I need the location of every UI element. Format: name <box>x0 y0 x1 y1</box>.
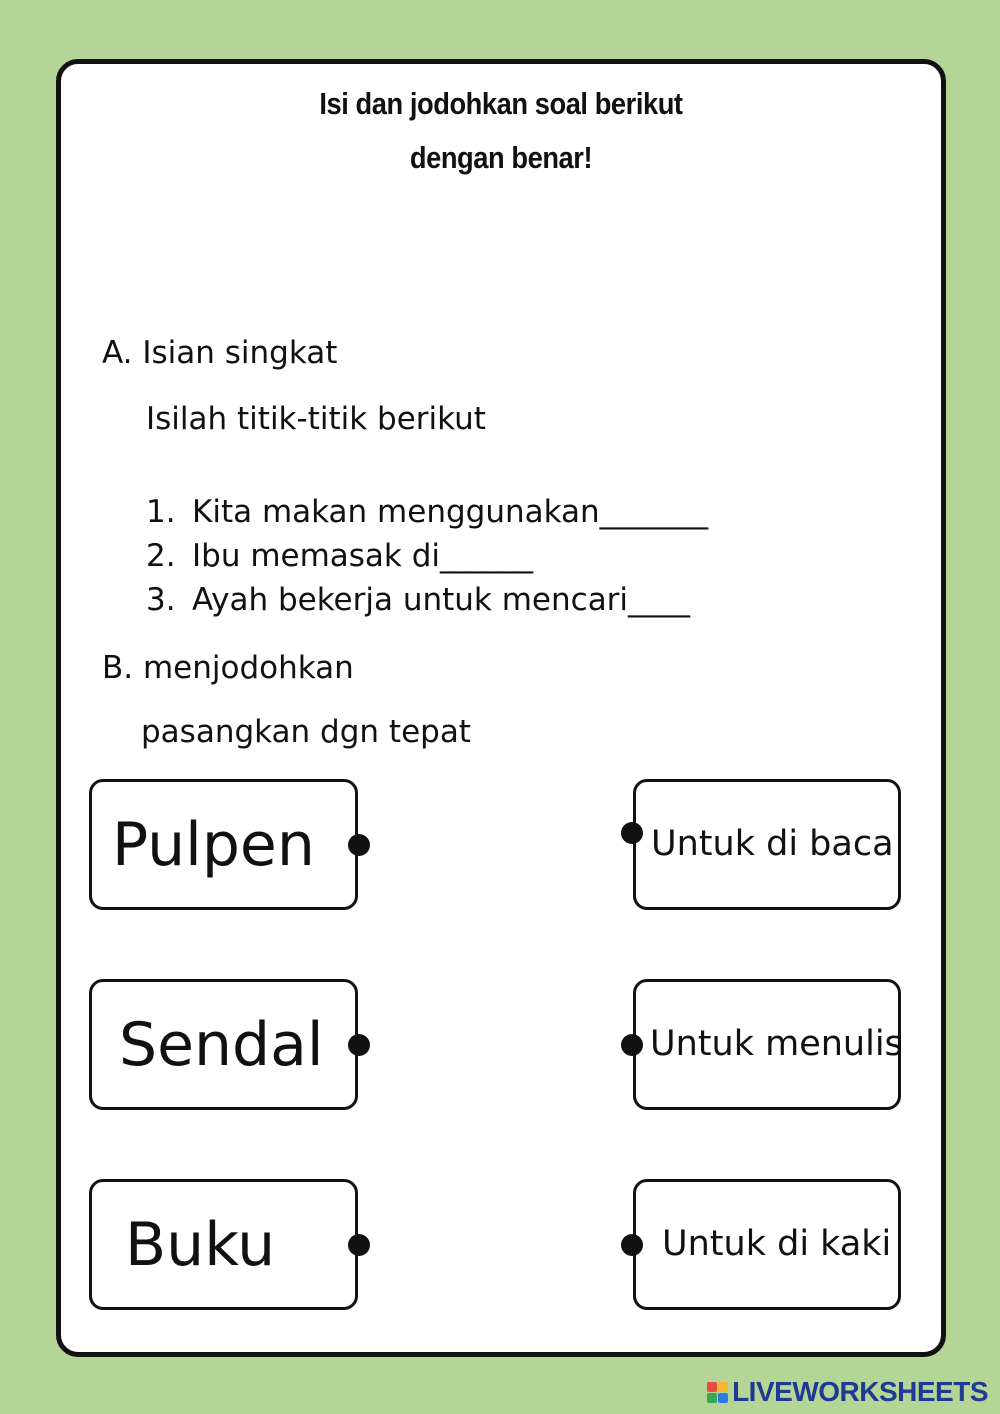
logo-tile <box>707 1382 717 1392</box>
question-text: Kita makan menggunakan_______ <box>192 494 709 530</box>
match-right-box[interactable] <box>633 979 901 1110</box>
section-b-instruction: pasangkan dgn tepat <box>141 714 471 750</box>
connector-dot-left[interactable] <box>348 834 370 856</box>
match-right-label: Untuk menulis <box>650 1024 903 1064</box>
logo-tile <box>718 1382 728 1392</box>
match-right-label: Untuk di baca <box>651 824 894 864</box>
connector-dot-left[interactable] <box>348 1034 370 1056</box>
section-a-instruction: Isilah titik-titik berikut <box>146 401 486 437</box>
match-right-box[interactable] <box>633 1179 901 1310</box>
liveworksheets-logo-icon <box>707 1382 728 1403</box>
match-left-box[interactable] <box>89 1179 358 1310</box>
section-a-heading: A. Isian singkat <box>102 335 338 371</box>
section-b-heading: B. menjodohkan <box>102 650 354 686</box>
question-text: Ayah bekerja untuk mencari____ <box>192 582 691 618</box>
question-item <box>146 538 534 574</box>
question-text: Ibu memasak di______ <box>192 538 534 574</box>
logo-tile <box>718 1393 728 1403</box>
match-left-label: Pulpen <box>112 809 315 880</box>
match-right-label: Untuk di kaki <box>662 1224 892 1264</box>
match-left-box[interactable] <box>89 779 358 910</box>
brand-name: LIVEWORKSHEETS <box>732 1376 988 1407</box>
connector-dot-right[interactable] <box>621 822 643 844</box>
title-line-1: Isi dan jodohkan soal berikut <box>319 86 683 121</box>
match-left-label: Sendal <box>119 1009 324 1080</box>
question-number: 3. <box>146 582 176 618</box>
match-left-box[interactable] <box>89 979 358 1110</box>
worksheet-card <box>56 59 946 1357</box>
logo-tile <box>707 1393 717 1403</box>
question-item <box>146 582 691 618</box>
question-item <box>146 494 709 530</box>
liveworksheets-footer <box>707 1376 988 1408</box>
title-line-2: dengan benar! <box>409 140 593 175</box>
connector-dot-right[interactable] <box>621 1234 643 1256</box>
question-number: 2. <box>146 538 176 574</box>
connector-dot-left[interactable] <box>348 1234 370 1256</box>
connector-dot-right[interactable] <box>621 1034 643 1056</box>
match-right-box[interactable] <box>633 779 901 910</box>
question-number: 1. <box>146 494 176 530</box>
match-left-label: Buku <box>125 1209 276 1280</box>
